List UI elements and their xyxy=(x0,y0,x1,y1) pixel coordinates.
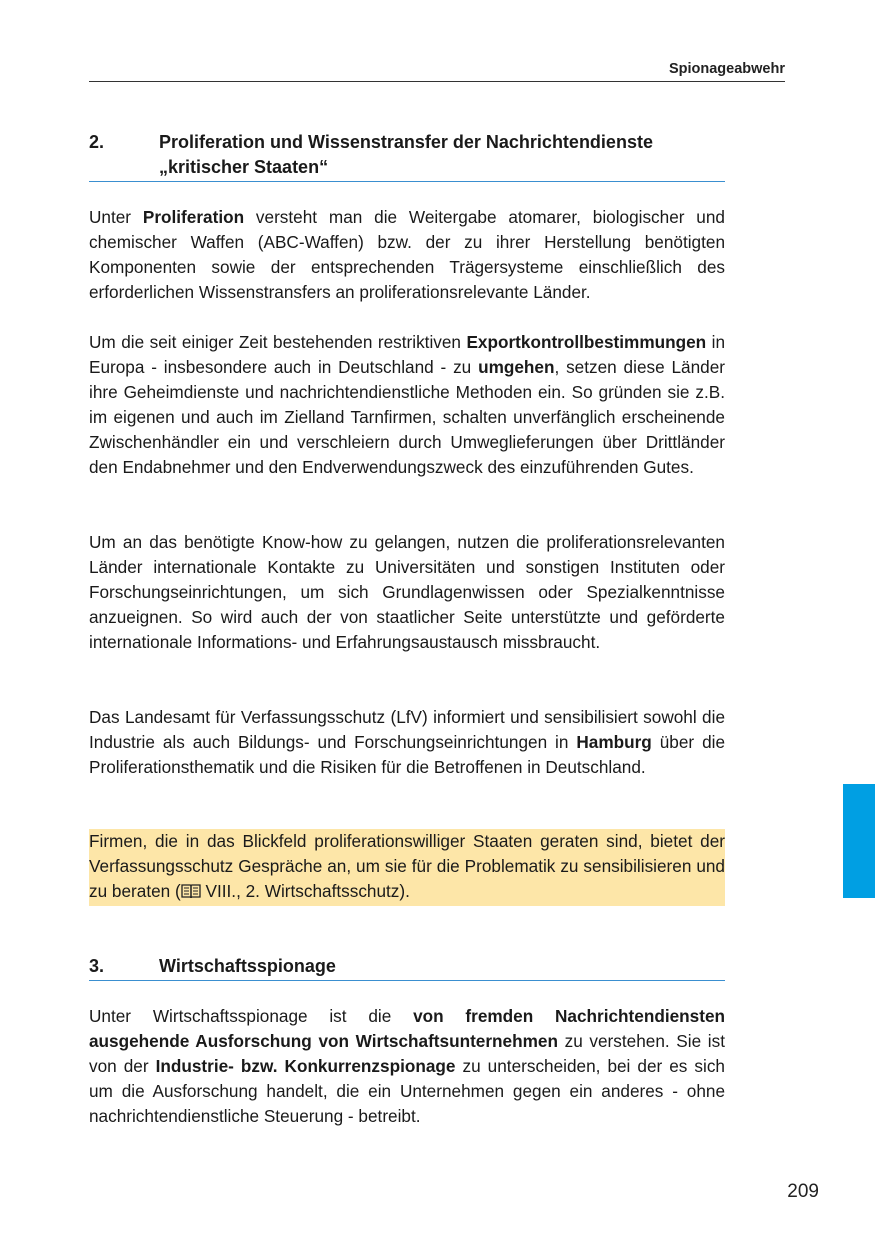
book-icon xyxy=(181,881,201,906)
text-run: Um die seit einiger Zeit bestehenden restriktiven xyxy=(89,332,467,352)
text-run: Unter Wirtschaftsspionage ist die xyxy=(89,1006,414,1026)
text-run: Firmen, die in das Blickfeld proliferationswilliger Staaten geraten sind, bietet der Verfassungsschutz Gespräche an, um sie für die Problematik zu sensibilisieren und zu beraten ( xyxy=(89,831,725,901)
bold-term: Proliferation xyxy=(142,207,245,227)
bold-term: Industrie- bzw. Konkurrenzspionage xyxy=(155,1056,456,1076)
header-divider xyxy=(89,81,785,82)
highlight-box-consultation xyxy=(89,829,725,906)
section-2-number: 2. xyxy=(89,132,105,152)
text-run: versteht man die Weitergabe atomarer, biologischer und chemischer Waffen (ABC-Waffen) bzw. der zu ihrer Herstellung benötigten Komponenten sowie der entsprechenden Trägersysteme einschließlich des erforderlichen Wissenstransfers an proliferationsrelevante Länder. xyxy=(89,207,725,302)
page-number: 209 xyxy=(787,1181,819,1202)
section-3-title: Wirtschaftsspionage xyxy=(159,956,336,976)
bold-term: umgehen xyxy=(478,357,555,377)
section-3-heading xyxy=(89,954,725,981)
text-run: zu verstehen. Sie ist von der xyxy=(89,1031,725,1076)
section-2-heading xyxy=(89,130,725,182)
paragraph-know-how: Um an das benötigte Know-how zu gelangen, nutzen die proliferationsrelevanten Länder internationale Kontakte zu Universitäten und sonstigen Instituten oder Forschungseinrichtungen, um sich Grundlagenwissen oder Spezialkenntnisse anzueignen. So wird auch der von staatlicher Seite unterstützte und geförderte internationale Informations- und Erfahrungsaustausch missbraucht. xyxy=(89,532,725,652)
text-run: über die Proliferationsthematik und die Risiken für die Betroffenen in Deutschland. xyxy=(89,732,726,777)
section-2-title: Proliferation und Wissenstransfer der Nachrichtendienste „kritischer Staaten“ xyxy=(159,132,653,177)
paragraph-lfv-information xyxy=(89,705,725,780)
paragraph-proliferation-definition xyxy=(89,205,725,305)
text-run: in Europa - insbesondere auch in Deutschland - zu xyxy=(89,332,726,377)
paragraph-economic-espionage xyxy=(89,1004,725,1129)
chapter-tab-marker xyxy=(843,784,875,898)
bold-term: Exportkontrollbestimmungen xyxy=(466,332,707,352)
text-run: Das Landesamt für Verfassungsschutz (LfV) informiert und sensibilisiert sowohl die Industrie als auch Bildungs- und Forschungseinrichtungen in xyxy=(89,707,725,752)
section-3-number: 3. xyxy=(89,956,105,976)
text-run: zu unterscheiden, bei der es sich um die Ausforschung handelt, die ein Unternehmen gegen ein anderes - ohne nachrichtendienstliche Steuerung - betreibt. xyxy=(89,1056,725,1126)
text-run: VIII., 2. Wirtschaftsschutz). xyxy=(200,881,410,901)
bold-term: Hamburg xyxy=(576,732,652,752)
header-label: Spionageabwehr xyxy=(668,61,785,77)
text-run: , setzen diese Länder ihre Geheimdienste und nachrichtendienstliche Methoden ein. So gründen sie z.B. im eigenen und auch im Zielland Tarnfirmen, schalten unverfänglich erscheinende Zwischenhändler ein und verschleiern durch Umweglieferungen über Drittländer den Endabnehmer und den Endverwendungszweck des einzuführenden Gutes. xyxy=(89,357,725,477)
bold-term: von fremden Nachrichtendiensten ausgehende Ausforschung von Wirtschaftsunternehmen xyxy=(89,1006,726,1051)
text-run: Unter xyxy=(89,207,143,227)
paragraph-export-controls xyxy=(89,330,725,480)
